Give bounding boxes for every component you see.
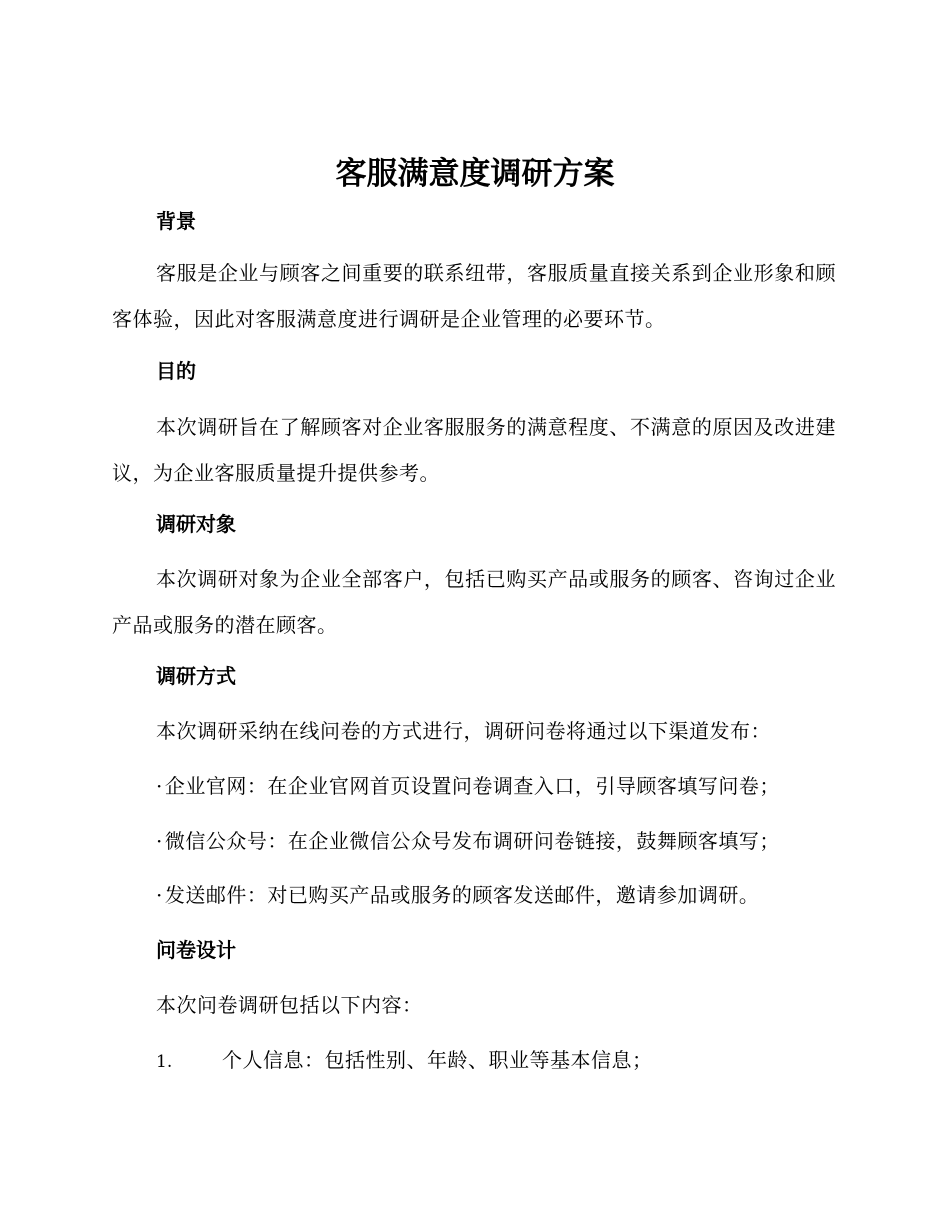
list-item	[156, 826, 780, 856]
bullet-dot-icon: ·	[156, 829, 163, 853]
bullet-text: 发送邮件：对已购买产品或服务的顾客发送邮件，邀请参加调研。	[164, 883, 760, 907]
numbered-list-item	[156, 1045, 653, 1077]
list-number: 1.	[156, 1052, 173, 1072]
paragraph-target: 本次调研对象为企业全部客户，包括已购买产品或服务的顾客、咨询过企业产品或服务的潜在顾客。	[112, 567, 836, 637]
heading-purpose: 目的	[156, 359, 196, 383]
heading-method: 调研方式	[156, 664, 236, 688]
list-item	[156, 880, 759, 910]
heading-questionnaire: 问卷设计	[156, 938, 236, 962]
list-item-text: 个人信息：包括性别、年龄、职业等基本信息；	[222, 1048, 653, 1072]
list-item	[156, 771, 780, 801]
bullet-dot-icon: ·	[156, 883, 163, 907]
paragraph-purpose: 本次调研旨在了解顾客对企业客服服务的满意程度、不满意的原因及改进建议，为企业客服质量提升提供参考。	[112, 415, 836, 485]
document-title: 客服满意度调研方案	[335, 156, 615, 192]
bullet-text: 微信公众号：在企业微信公众号发布调研问卷链接，鼓舞顾客填写；	[164, 829, 780, 853]
heading-background: 背景	[156, 209, 196, 233]
bullet-text: 企业官网：在企业官网首页设置问卷调查入口，引导顾客填写问卷；	[164, 774, 780, 798]
paragraph-background: 客服是企业与顾客之间重要的联系纽带，客服质量直接关系到企业形象和顾客体验，因此对客服满意度进行调研是企业管理的必要环节。	[112, 261, 836, 331]
bullet-dot-icon: ·	[156, 774, 163, 798]
questionnaire-intro: 本次问卷调研包括以下内容：	[156, 993, 423, 1017]
heading-target: 调研对象	[156, 512, 236, 536]
method-intro: 本次调研采纳在线问卷的方式进行，调研问卷将通过以下渠道发布：	[156, 719, 771, 743]
